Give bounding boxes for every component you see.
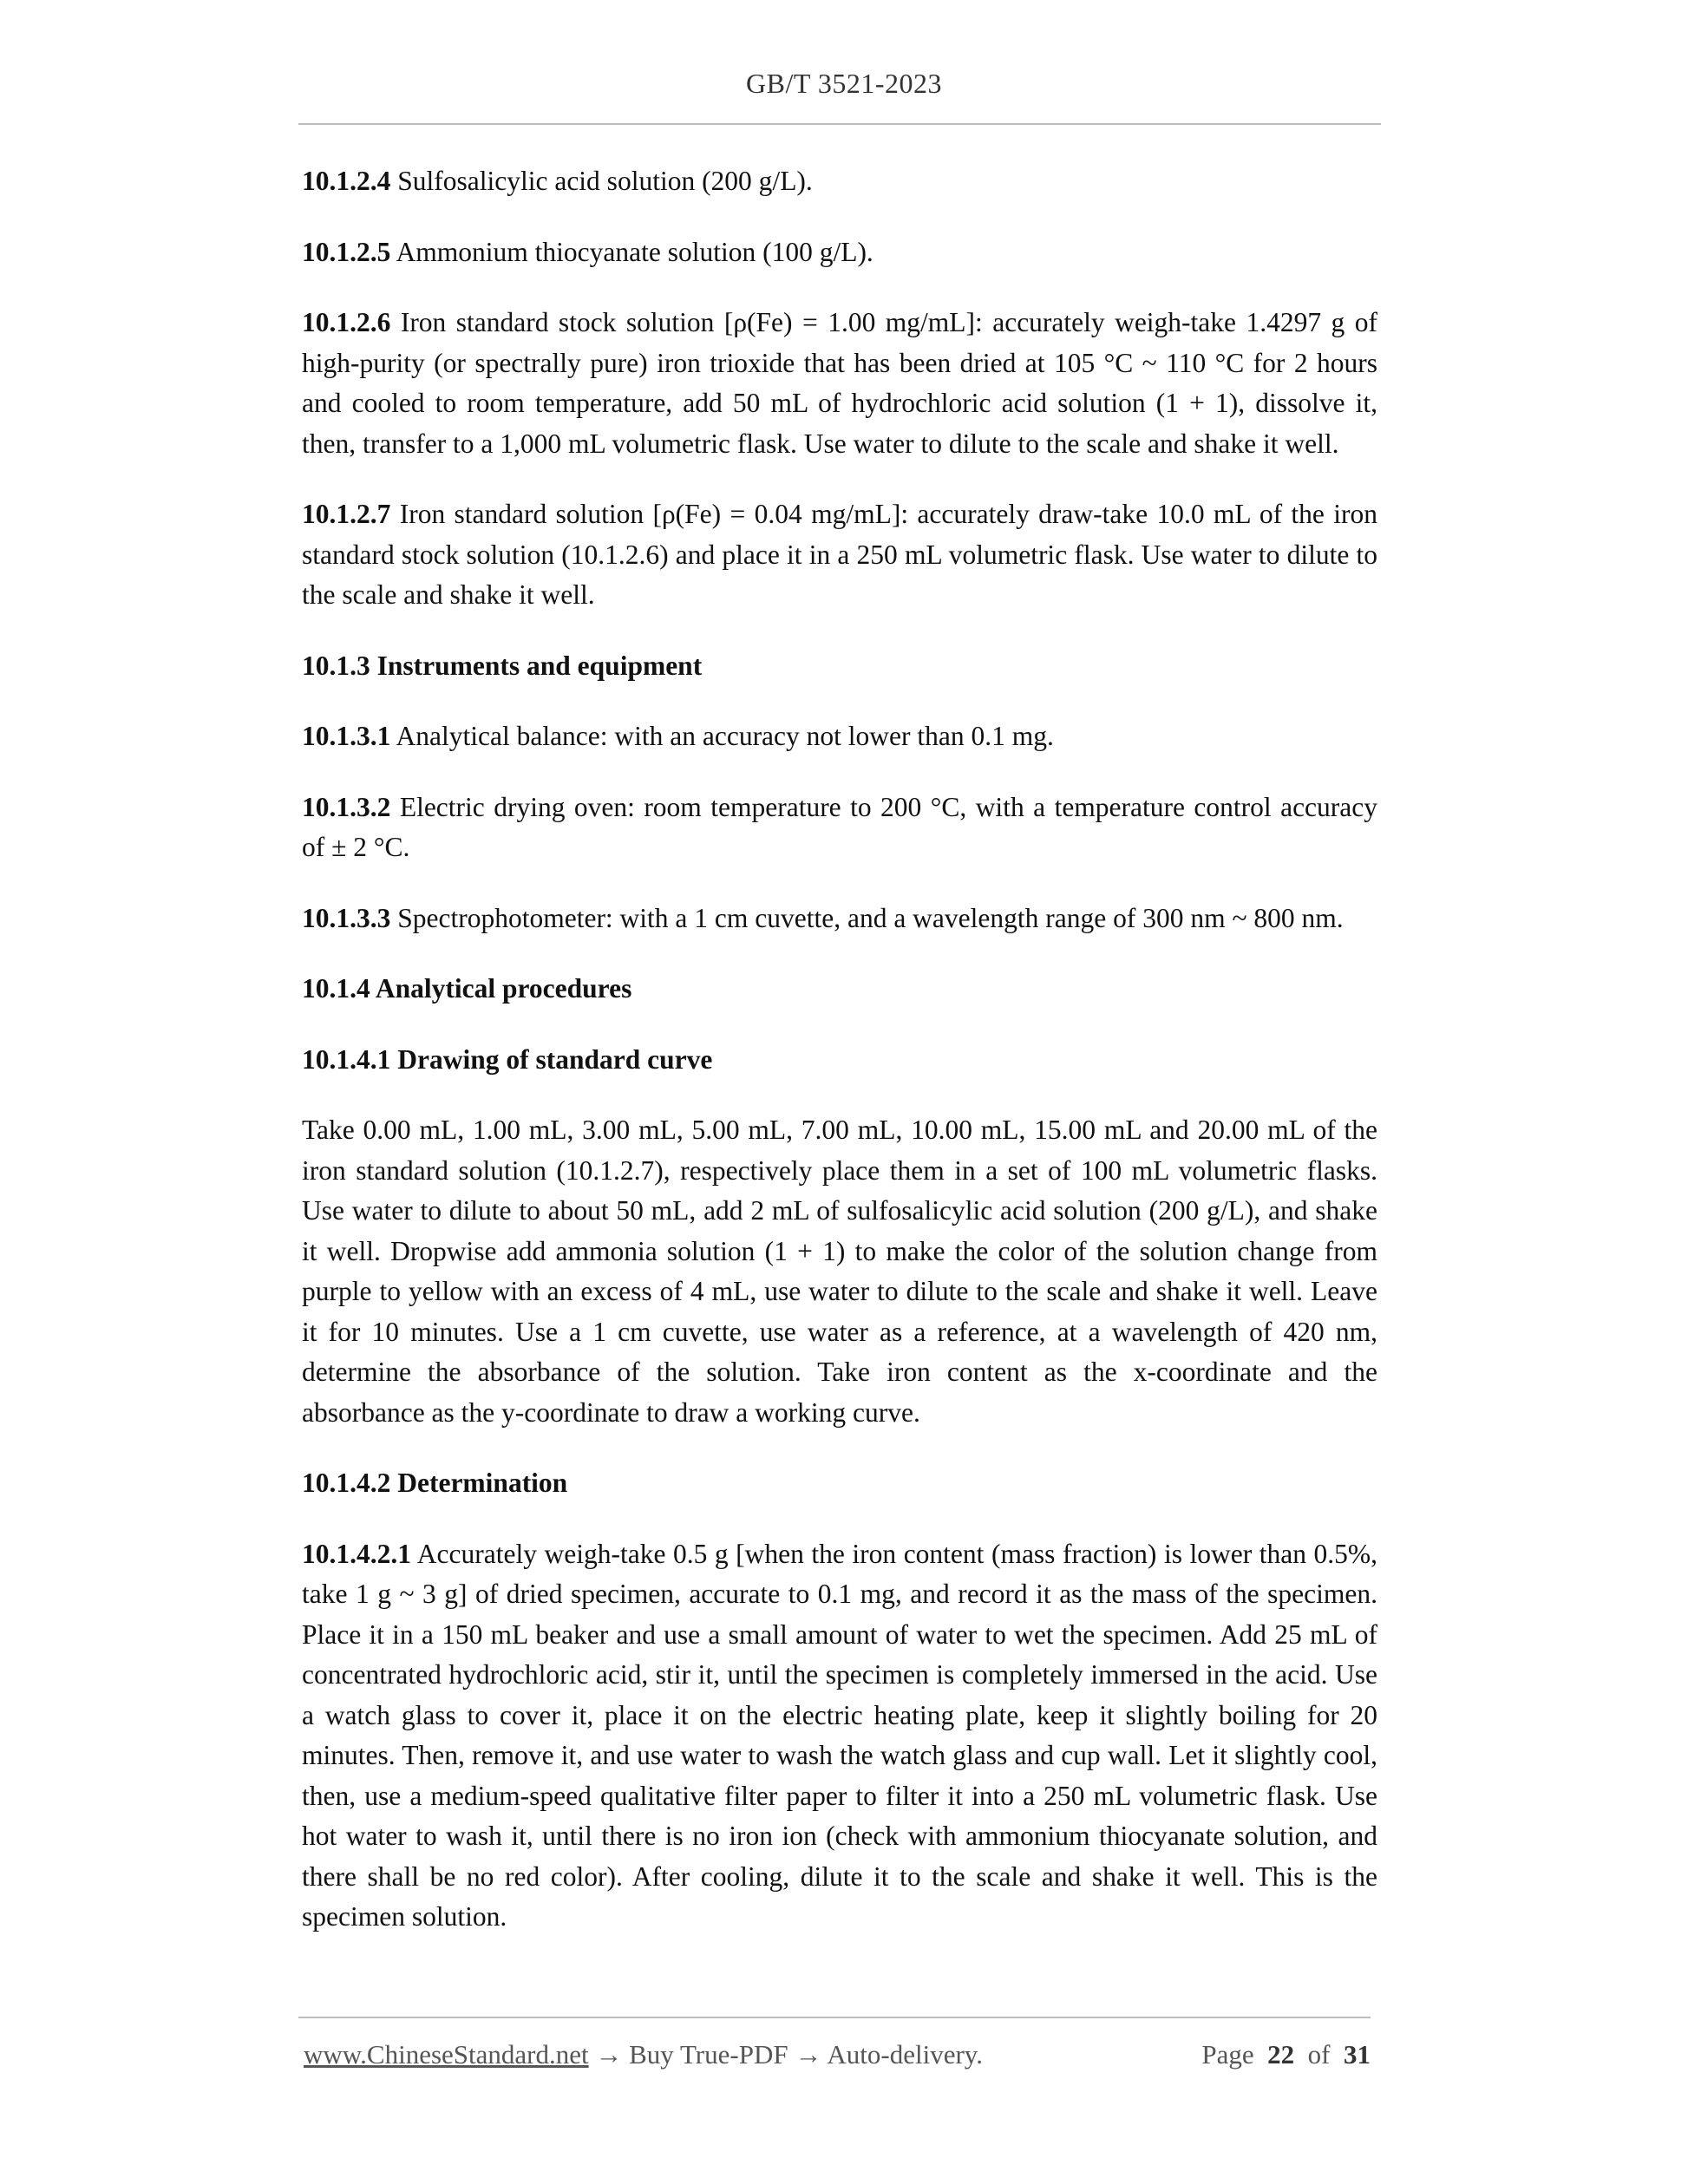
clause-10-1-2-4 bbox=[302, 161, 1377, 202]
clause-10-1-3-2 bbox=[302, 788, 1377, 868]
clause-10-1-3-1 bbox=[302, 716, 1377, 757]
footer-divider bbox=[298, 2017, 1371, 2018]
header-divider bbox=[298, 123, 1381, 125]
clause-text: Iron standard stock solution [ρ(Fe) = 1.00 mg/mL]: accurately weigh-take 1.4297 g of high-purity (or spectrally pure) iron trioxide that has been dried at 105 °C ~ 110 °C for 2 hours and cooled to room temperature, add 50 mL of hydrochloric acid solution (1 + 1), dissolve it, then, transfer to a 1,000 mL volumetric flask. Use water to dilute to the scale and shake it well. bbox=[302, 307, 1377, 459]
clause-number: 10.1.3.1 bbox=[302, 721, 391, 751]
clause-number: 10.1.4.2.1 bbox=[302, 1538, 411, 1569]
page-total: 31 bbox=[1344, 2039, 1371, 2070]
clause-text: Spectrophotometer: with a 1 cm cuvette, and a wavelength range of 300 nm ~ 800 nm. bbox=[390, 902, 1344, 933]
auto-delivery-text: Auto-delivery. bbox=[827, 2039, 984, 2070]
clause-10-1-2-7 bbox=[302, 494, 1377, 616]
clause-text: Analytical balance: with an accuracy not lower than 0.1 mg. bbox=[390, 721, 1054, 751]
clause-number: 10.1.2.5 bbox=[302, 236, 391, 267]
page-number: 22 bbox=[1267, 2039, 1295, 2070]
clause-number: 10.1.3.2 bbox=[302, 791, 391, 822]
clause-10-1-4-2-1 bbox=[302, 1534, 1377, 1938]
clause-text: Iron standard solution [ρ(Fe) = 0.04 mg/mL]: accurately draw-take 10.0 mL of the iron standard stock solution (10.1.2.6) and place it in a 250 mL volumetric flask. Use water to dilute to the scale and shake it well. bbox=[302, 499, 1377, 610]
page-indicator bbox=[1201, 2034, 1371, 2076]
clause-10-1-2-5 bbox=[302, 232, 1377, 273]
clause-number: 10.1.2.7 bbox=[302, 499, 391, 529]
clause-text: Ammonium thiocyanate solution (100 g/L). bbox=[390, 236, 873, 267]
document-body bbox=[302, 161, 1377, 1968]
clause-text: Sulfosalicylic acid solution (200 g/L). bbox=[390, 166, 813, 196]
clause-10-1-2-6 bbox=[302, 303, 1377, 464]
page-footer bbox=[304, 2034, 1371, 2076]
section-heading-determination: 10.1.4.2 Determination bbox=[302, 1468, 568, 1498]
clause-number: 10.1.2.4 bbox=[302, 166, 391, 196]
page-header-title: GB/T 3521-2023 bbox=[746, 68, 942, 99]
buy-pdf-text: Buy True-PDF bbox=[629, 2039, 788, 2070]
section-heading-procedures: 10.1.4 Analytical procedures bbox=[302, 973, 632, 1004]
clause-number: 10.1.2.6 bbox=[302, 307, 391, 337]
arrow-icon: → bbox=[588, 2039, 630, 2070]
clause-text: Accurately weigh-take 0.5 g [when the iron content (mass fraction) is lower than 0.5%, take 1 g ~ 3 g] of dried specimen, accurate to 0.1 mg, and record it as the mass of the specimen. Place it in a 150 mL beaker and use a small amount of water to wet the specimen. Add 25 mL of concentrated hydrochloric acid, stir it, until the specimen is completely immersed in the acid. Use a watch glass to cover it, place it on the electric heating plate, keep it slightly boiling for 20 minutes. Then, remove it, and use water to wash the watch glass and cup wall. Let it slightly cool, then, use a medium-speed qualitative filter paper to filter it into a 250 mL volumetric flask. Use hot water to wash it, until there is no iron ion (check with ammonium thiocyanate solution, and there shall be no red color). After cooling, dilute it to the scale and shake it well. This is the specimen solution. bbox=[302, 1538, 1377, 1932]
arrow-icon: → bbox=[788, 2039, 828, 2070]
page-of-label: of bbox=[1307, 2039, 1331, 2070]
page-label: Page bbox=[1201, 2039, 1254, 2070]
paragraph-standard-curve bbox=[302, 1110, 1377, 1433]
clause-10-1-3-3 bbox=[302, 899, 1377, 939]
paragraph-text: Take 0.00 mL, 1.00 mL, 3.00 mL, 5.00 mL, 7.00 mL, 10.00 mL, 15.00 mL and 20.00 mL of the iron standard solution (10.1.2.7), respectively place them in a set of 100 mL volumetric flasks. Use water to dilute to about 50 mL, add 2 mL of sulfosalicylic acid solution (200 g/L), and shake it well. Dropwise add ammonia solution (1 + 1) to make the color of the solution change from purple to yellow with an excess of 4 mL, use water to dilute to the scale and shake it well. Leave it for 10 minutes. Use a 1 cm cuvette, use water as a reference, at a wavelength of 420 nm, determine the absorbance of the solution. Take iron content as the x-coordinate and the absorbance as the y-coordinate to draw a working curve. bbox=[302, 1115, 1377, 1428]
section-heading-instruments: 10.1.3 Instruments and equipment bbox=[302, 650, 703, 681]
clause-text: Electric drying oven: room temperature to 200 °C, with a temperature control accuracy of ± 2 °C. bbox=[302, 791, 1377, 862]
section-heading-standard-curve: 10.1.4.1 Drawing of standard curve bbox=[302, 1043, 713, 1075]
clause-number: 10.1.3.3 bbox=[302, 902, 391, 933]
site-link[interactable]: www.ChineseStandard.net bbox=[304, 2039, 589, 2070]
